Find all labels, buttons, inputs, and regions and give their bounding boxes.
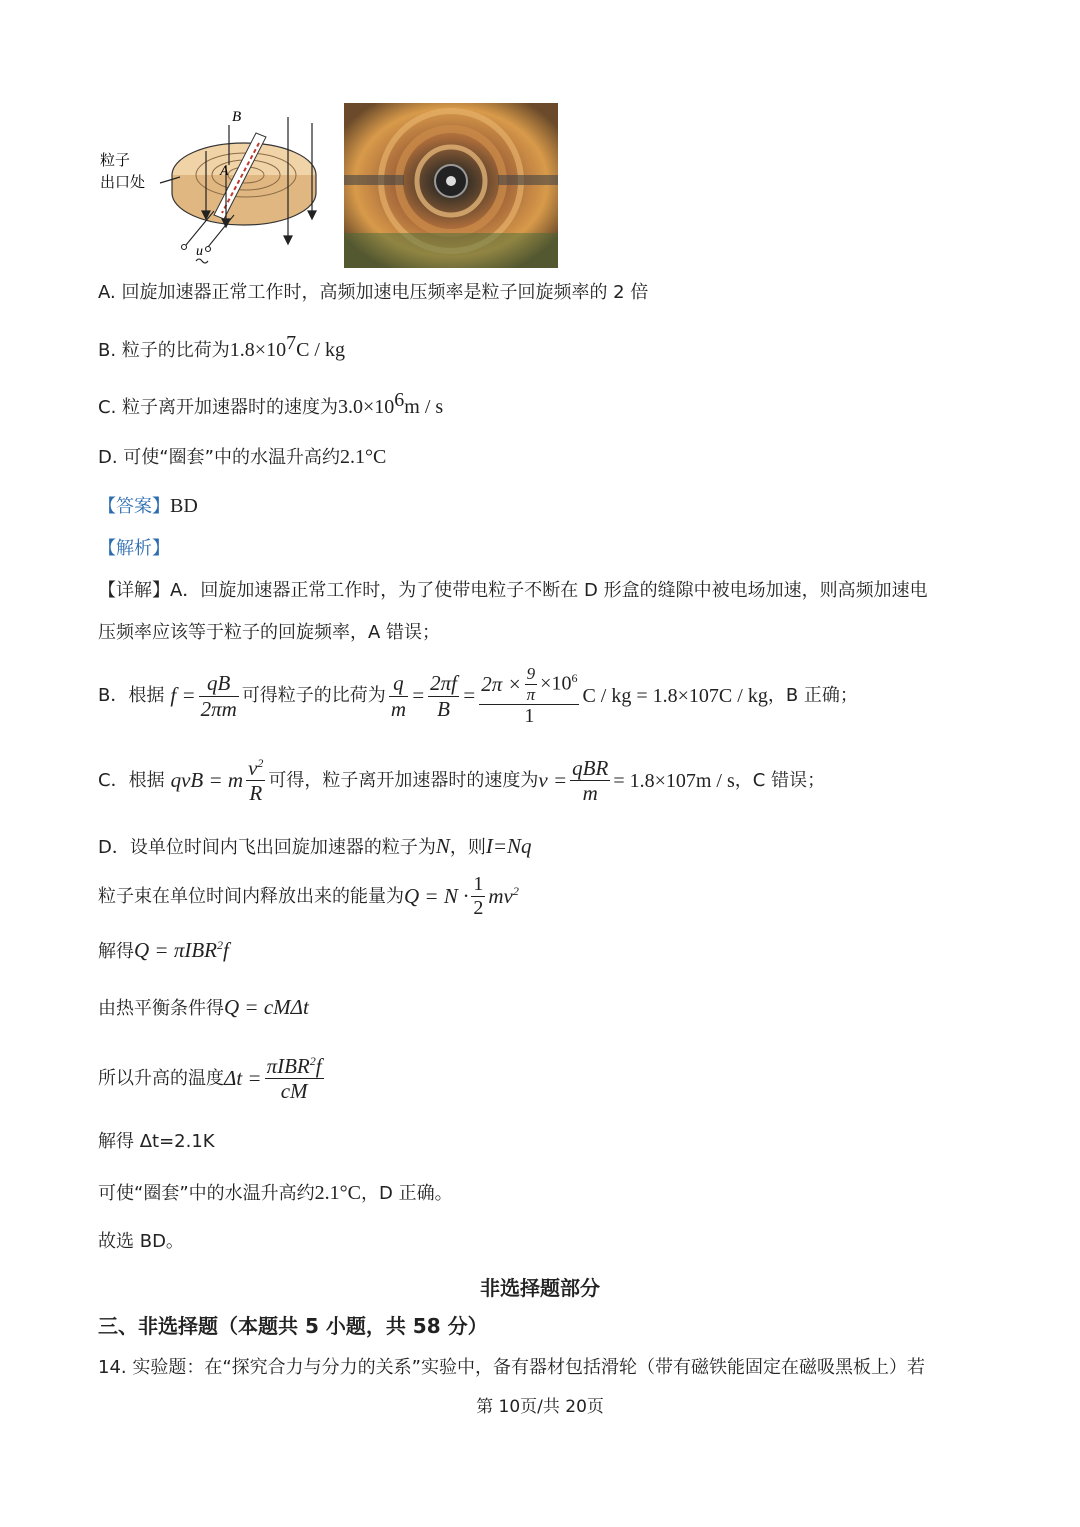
option-d [98, 445, 386, 469]
detail-d-line-1 [98, 834, 532, 859]
detail-c-result-exp: 7 [685, 769, 696, 792]
detail-d-line-4 [98, 995, 309, 1020]
fraction-2pif-B: $\frac{2\pi f}{B}$ [430, 671, 458, 721]
detail-d-line-6 [98, 1131, 215, 1153]
answer-value: BD [170, 495, 198, 517]
option-b-exp: 7 [286, 332, 297, 354]
option-b-math: 1.8×10 [229, 339, 287, 361]
cyclotron-dee-disk [172, 133, 316, 225]
option-a-text: A. 回旋加速器正常工作时，高频加速电压频率是粒子回旋频率的 2 倍 [98, 282, 649, 303]
exit-label: 出口处 [100, 173, 146, 191]
detail-line-1 [98, 580, 928, 602]
option-d-math: 2.1°C [339, 446, 387, 468]
detail-d-line1-b: ，则 [449, 837, 486, 858]
detail-b-text1: B．根据 [98, 685, 165, 707]
detail-c-result-unit: m / s [695, 769, 735, 792]
option-c-math: 3.0×10 [338, 396, 395, 418]
voltage-label-u: u [196, 244, 203, 259]
formula-Q-energy: Q = N · [404, 883, 469, 908]
option-d-text: D. 可使“圈套”中的水温升高约 [98, 447, 340, 468]
formula-dt: Δt = [224, 1066, 262, 1091]
detail-d-line-2 [98, 873, 519, 920]
formula-v: v = [538, 768, 568, 793]
option-c-unit: m / s [404, 396, 444, 418]
formula-mv2: $mv^2$ [488, 883, 519, 908]
fraction-qBR-m: $\frac{\text{qBR}}{m}$ [572, 756, 609, 806]
option-b-text: B. 粒子的比荷为 [98, 340, 230, 361]
detail-d-line1-text: D．设单位时间内飞出回旋加速器的粒子为 [98, 837, 436, 858]
detail-c [98, 756, 825, 805]
detail-b-text2: 可得粒子的比荷为 [241, 685, 386, 707]
cyclotron-diagram [96, 103, 341, 268]
fraction-q-m: $\frac{q}{m}$ [390, 671, 406, 721]
fraction-v2-R: $\frac{v^2}{R}$ [248, 756, 264, 806]
detail-d-line4-text: 由热平衡条件得 [98, 998, 224, 1019]
section-heading: 三、非选择题（本题共 5 小题，共 58 分） [98, 1314, 488, 1338]
detail-d-line2-text: 粒子束在单位时间内释放出来的能量为 [98, 885, 404, 907]
fraction-1-2: $\frac{1}{2}$ [473, 873, 484, 919]
detail-d-line7-math: 2.1°C [314, 1182, 361, 1204]
option-c-exp: 6 [394, 389, 405, 411]
detail-c-text1: C．根据 [98, 769, 165, 791]
field-label-B: B [232, 109, 242, 125]
detail-d-line-7 [98, 1181, 453, 1205]
point-label-A: A [220, 164, 229, 179]
detail-d-line6-text: 解得 Δt=2.1K [98, 1131, 215, 1152]
detail-d-line5-text: 所以升高的温度 [98, 1067, 224, 1089]
detail-b-result-exp: 7 [708, 685, 719, 708]
conclusion-line [98, 1231, 184, 1253]
option-c [98, 388, 443, 419]
fraction-piIBR2f-cM: $\frac{\pi IBR^2f}{cM}$ [266, 1054, 322, 1104]
detail-d-line-3 [98, 938, 229, 963]
answer-line [98, 494, 198, 518]
detail-tag: 【详解】 [98, 580, 170, 601]
answer-tag: 【答案】 [98, 496, 170, 517]
analysis-tag: 【解析】 [98, 538, 170, 559]
detector-photo [344, 103, 558, 268]
option-c-text: C. 粒子离开加速器时的速度为 [98, 397, 339, 418]
detail-line-2-text: 压频率应该等于粒子的回旋频率，A 错误； [98, 622, 441, 643]
formula-f: f = [170, 683, 196, 708]
option-a [98, 282, 648, 304]
page-footer: 第 10页/共 20页 [476, 1397, 604, 1417]
question-14: 14. 实验题：在“探究合力与分力的关系”实验中，备有器材包括滑轮（带有磁铁能固定在磁吸黑板上）若 [98, 1357, 925, 1378]
particle-label: 粒子 [100, 151, 131, 169]
detail-d-line3-text: 解得 [98, 941, 134, 962]
detail-b-text3: ，B 正确； [767, 685, 858, 707]
formula-Q-result: Q = πIBR$^2$f [134, 938, 229, 962]
detail-d-N: N [435, 834, 450, 858]
option-b-unit: C / kg [296, 339, 345, 361]
fraction-qB-2pim: $\frac{qB}{2\pi m}$ [200, 671, 237, 721]
conclusion-text: 故选 BD。 [98, 1231, 184, 1252]
detail-line-1-text: A．回旋加速器正常工作时，为了使带电粒子不断在 D 形盒的缝隙中被电场加速，则高频加速电 [170, 580, 928, 601]
detail-b: B．根据 f = $\frac{qB}{2\pi m}$ 可得粒子的比荷为 $\frac{q}{m}$ = $\frac{2\pi f}{B}$ = 2π × $\frac{9}{\pi}$ $\times 10^6$ 1 C / kg = 1.8×10 7 C / kg ，B 正确； [98, 664, 858, 728]
detail-d-eq: I=Nq [485, 834, 532, 858]
detail-d-line7-a: 可使“圈套”中的水温升高约 [98, 1183, 315, 1204]
formula-qvB: qvB = m [170, 768, 244, 793]
detail-c-result: = 1.8×10 [613, 769, 686, 792]
formula-Q-heat: Q = cMΔt [224, 995, 309, 1019]
section-subtitle: 非选择题部分 [480, 1276, 600, 1300]
detail-c-text3: ，C 错误； [734, 769, 826, 791]
detail-b-result-unit: C / kg [718, 685, 768, 708]
detail-c-text2: 可得，粒子离开加速器时的速度为 [268, 769, 539, 791]
detail-line-2 [98, 622, 440, 644]
detail-d-line7-b: ，D 正确。 [361, 1183, 453, 1204]
option-b [98, 331, 345, 362]
analysis-line [98, 537, 170, 560]
fraction-numeric: 2π × $\frac{9}{\pi}$ $\times 10^6$ 1 [481, 664, 578, 728]
detail-b-result: C / kg = 1.8×10 [582, 685, 709, 708]
detail-d-line-5 [98, 1054, 327, 1103]
